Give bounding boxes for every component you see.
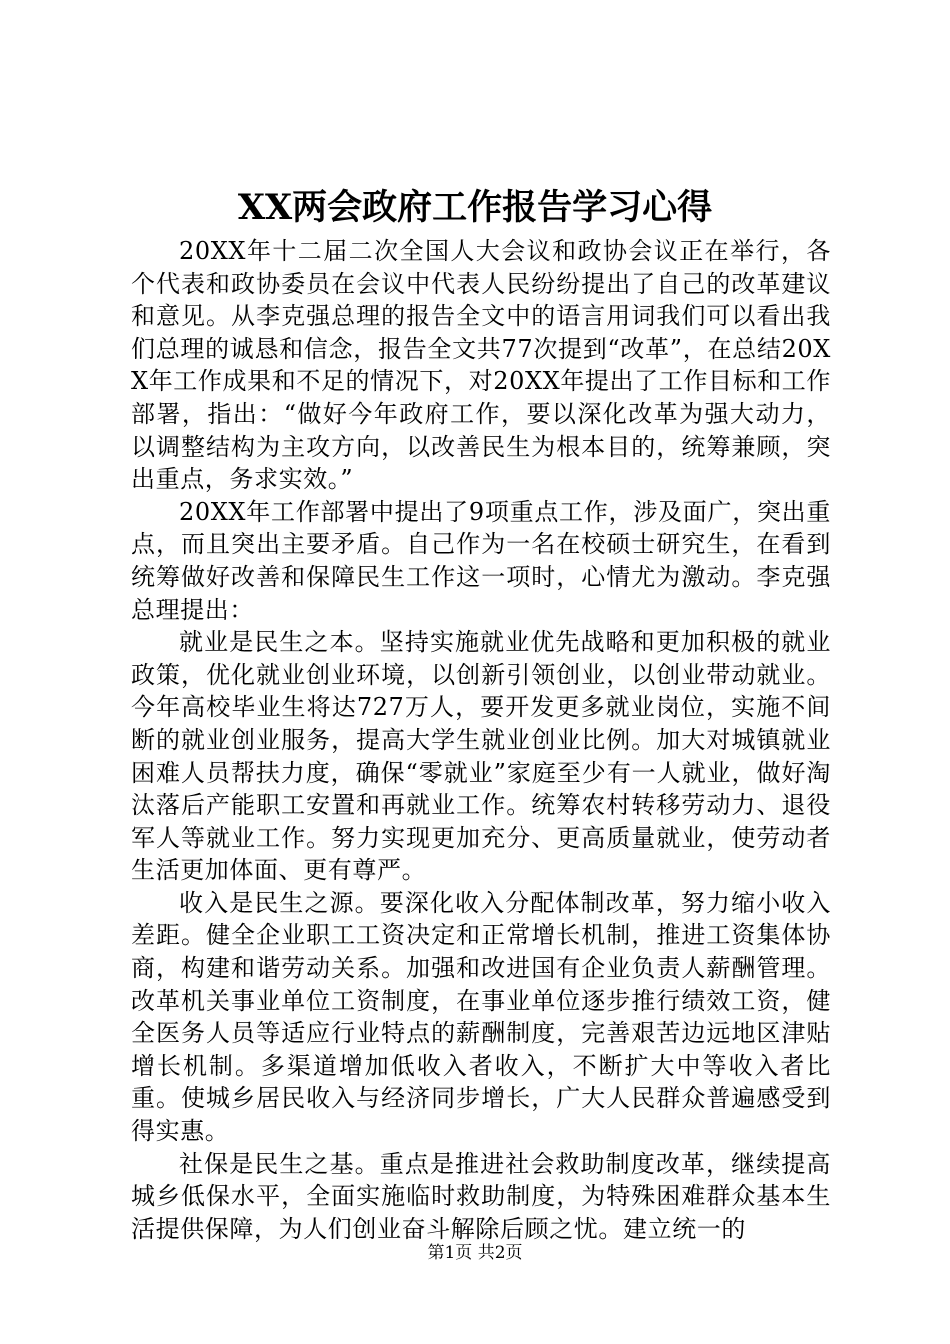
paragraph: 就业是民生之本。坚持实施就业优先战略和更加积极的就业政策，优化就业创业环境，以创新引领创业，以创业带动就业。今年高校毕业生将达727万人，要开发更多就业岗位，实施不间断的就业创业服务，提高大学生就业创业比例。加大对城镇就业困难人员帮扶力度，确保“零就业”家庭至少有一人就业，做好淘汰落后产能职工安置和再就业工作。统筹农村转移劳动力、退役军人等就业工作。努力实现更加充分、更高质量就业，使劳动者生活更加体面、更有尊严。 bbox=[131, 628, 831, 885]
paragraph: 收入是民生之源。要深化收入分配体制改革，努力缩小收入差距。健全企业职工工资决定和正常增长机制，推进工资集体协商，构建和谐劳动关系。加强和改进国有企业负责人薪酬管理。改革机关事业单位工资制度，在事业单位逐步推行绩效工资，健全医务人员等适应行业特点的薪酬制度，完善艰苦边远地区津贴增长机制。多渠道增加低收入者收入，不断扩大中等收入者比重。使城乡居民收入与经济同步增长，广大人民群众普遍感受到得实惠。 bbox=[131, 888, 831, 1146]
paragraph: 20XX年工作部署中提出了9项重点工作，涉及面广，突出重点，而且突出主要矛盾。自己作为一名在校硕士研究生，在看到统筹做好改善和保障民生工作这一项时，心情尤为激动。李克强总理提出： bbox=[131, 497, 831, 624]
paragraph: 社保是民生之基。重点是推进社会救助制度改革，继续提高城乡低保水平，全面实施临时救助制度，为特殊困难群众基本生活提供保障，为人们创业奋斗解除后顾之忧。建立统一的 bbox=[131, 1149, 831, 1243]
document-title: XX两会政府工作报告学习心得 bbox=[237, 187, 713, 228]
paragraph: 20XX年十二届二次全国人大会议和政协会议正在举行，各个代表和政协委员在会议中代表人民纷纷提出了自己的改革建议和意见。从李克强总理的报告全文中的语言用词我们可以看出我们总理的诚恳和信念，报告全文共77次提到“改革”，在总结20XX年工作成果和不足的情况下，对20XX年提出了工作目标和工作部署，指出：“做好今年政府工作，要以深化改革为强大动力，以调整结构为主攻方向，以改善民生为根本目的，统筹兼顾，突出重点，务求实效。” bbox=[131, 237, 831, 494]
document-body bbox=[131, 235, 831, 1245]
page-footer: 第1页 共2页 bbox=[427, 1243, 523, 1263]
